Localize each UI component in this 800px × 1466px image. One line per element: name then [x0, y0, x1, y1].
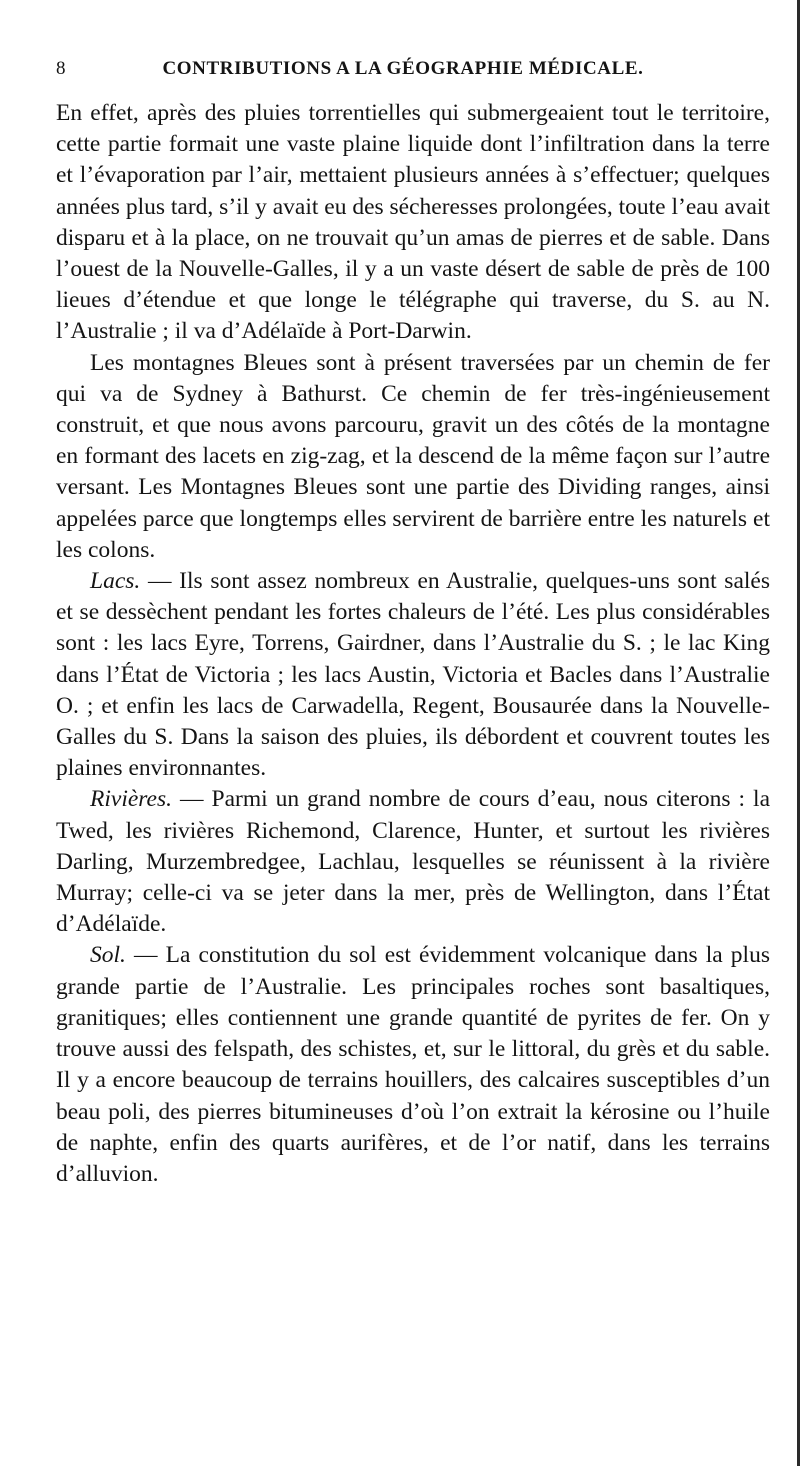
paragraph-text: Les montagnes Bleues sont à présent traversées par un chemin de fer qui va de Sydney à Bathurst. Ce chemin de fer très-ingénieusement construit, et que nous avons parcouru, gravit un des côtés de la montagne en formant des lacets en zig-zag, et la descend de la même façon sur l’autre versant. Les Montagnes Bleues sont une partie des Dividing ranges, ainsi appelées parce que longtemps elles servirent de barrière entre les naturels et les colons. [56, 349, 770, 563]
running-title: CONTRIBUTIONS A LA GÉOGRAPHIE MÉDICALE. [162, 58, 644, 79]
page-header [56, 58, 770, 98]
book-page [56, 58, 770, 1190]
paragraph-text: En effet, après des pluies torrentielles qui submergeaient tout le territoire, cette partie formait une vaste plaine liquide dont l’infiltration dans la terre et l’évaporation par l’air, mettaient plusieurs années à s’effectuer; quelques années plus tard, s’il y avait eu des sécheresses prolongées, toute l’eau avait disparu et à la place, on ne trouvait qu’un amas de pierres et de sable. Dans l’ouest de la Nouvelle-Galles, il y a un vaste désert de sable de près de 100 lieues d’étendue et que longe le télégraphe qui traverse, du S. au N. l’Australie ; il va d’Adélaïde à Port-Darwin. [56, 100, 770, 345]
paragraph-text: — Ils sont assez nombreux en Australie, quelques-uns sont salés et se dessèchent pendant les fortes chaleurs de l’été. Les plus considérables sont : les lacs Eyre, Torrens, Gairdner, dans l’Australie du S. ; le lac King dans l’État de Victoria ; les lacs Austin, Victoria et Bacles dans l’Australie O. ; et enfin les lacs de Carwadella, Regent, Bousaurée dans la Nouvelle-Galles du S. Dans la saison des pluies, ils débordent et couvrent toutes les plaines environnantes. [56, 568, 770, 782]
paragraph-deserts [56, 98, 770, 348]
paragraph-lakes [56, 566, 770, 784]
paragraph-soil [56, 940, 770, 1190]
section-lead-rivieres: Rivières. [90, 786, 172, 813]
section-lead-sol: Sol. [90, 942, 126, 969]
paragraph-text: — Parmi un grand nombre de cours d’eau, nous citerons : la Twed, les rivières Richemond, Clarence, Hunter, et surtout les rivières Darling, Murzembredgee, Lachlau, lesquelles se réunissent à la rivière Murray; celle-ci va se jeter dans la mer, près de Wellington, dans l’État d’Adélaïde. [56, 786, 770, 938]
paragraph-rivers [56, 784, 770, 940]
paragraph-blue-mountains [56, 348, 770, 566]
body-text [56, 98, 770, 1190]
paragraph-text: — La constitution du sol est évidemment volcanique dans la plus grande partie de l’Australie. Les principales roches sont basaltiques, granitiques; elles contiennent une grande quantité de pyrites de fer. On y trouve aussi des felspath, des schistes, et, sur le littoral, du grès et du sable. Il y a encore beaucoup de terrains houillers, des calcaires susceptibles d’un beau poli, des pierres bitumineuses d’où l’on extrait la kérosine ou l’huile de naphte, enfin des quarts aurifères, et de l’or natif, dans les terrains d’alluvion. [56, 942, 770, 1187]
page-number: 8 [56, 58, 67, 79]
section-lead-lacs: Lacs. [90, 568, 141, 595]
